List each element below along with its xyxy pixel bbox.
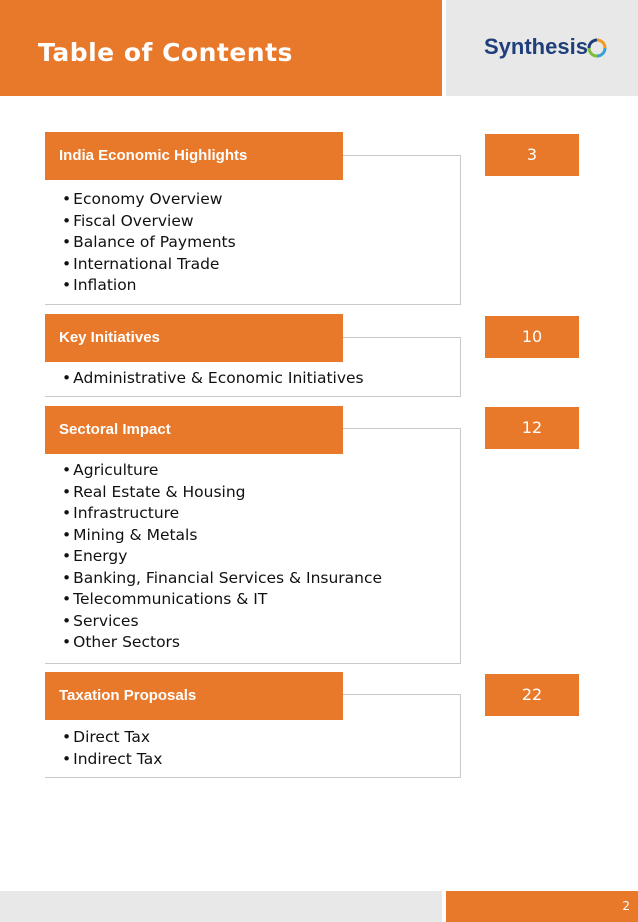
- list-item[interactable]: • Banking, Financial Services & Insurance: [62, 568, 382, 590]
- list-item[interactable]: • Energy: [62, 546, 382, 568]
- list-item[interactable]: • Mining & Metals: [62, 525, 382, 547]
- list-item[interactable]: • Services: [62, 611, 382, 633]
- list-item[interactable]: • Agriculture: [62, 460, 382, 482]
- list-item[interactable]: • Economy Overview: [62, 189, 236, 211]
- page-number-key-initiatives[interactable]: 10: [485, 316, 579, 358]
- page-title: Table of Contents: [38, 38, 293, 67]
- synthesis-logo: Synthesis: [484, 34, 588, 59]
- logo-swirl-icon: [587, 38, 607, 58]
- section-title-economic-highlights[interactable]: India Economic Highlights: [45, 132, 343, 180]
- footer-bar: [0, 891, 442, 922]
- page-number-taxation-proposals[interactable]: 22: [485, 674, 579, 716]
- header-bar: [0, 0, 442, 96]
- list-item[interactable]: • Fiscal Overview: [62, 211, 236, 233]
- page-number-sectoral-impact[interactable]: 12: [485, 407, 579, 449]
- list-item[interactable]: • Balance of Payments: [62, 232, 236, 254]
- logo-area: [446, 0, 638, 96]
- section-items-key-initiatives: [62, 368, 364, 390]
- section-title-key-initiatives[interactable]: Key Initiatives: [45, 314, 343, 362]
- list-item[interactable]: • Indirect Tax: [62, 749, 162, 771]
- section-items-sectoral-impact: [62, 460, 382, 654]
- list-item[interactable]: • Infrastructure: [62, 503, 382, 525]
- section-items-economic-highlights: [62, 189, 236, 297]
- section-items-taxation-proposals: [62, 727, 162, 770]
- list-item[interactable]: • Direct Tax: [62, 727, 162, 749]
- footer-page-number: 2: [446, 891, 638, 922]
- list-item[interactable]: • Inflation: [62, 275, 236, 297]
- list-item[interactable]: • Telecommunications & IT: [62, 589, 382, 611]
- list-item[interactable]: • Real Estate & Housing: [62, 482, 382, 504]
- list-item[interactable]: • Administrative & Economic Initiatives: [62, 368, 364, 390]
- list-item[interactable]: • International Trade: [62, 254, 236, 276]
- section-title-sectoral-impact[interactable]: Sectoral Impact: [45, 406, 343, 454]
- section-title-taxation-proposals[interactable]: Taxation Proposals: [45, 672, 343, 720]
- page-number-economic-highlights[interactable]: 3: [485, 134, 579, 176]
- list-item[interactable]: • Other Sectors: [62, 632, 382, 654]
